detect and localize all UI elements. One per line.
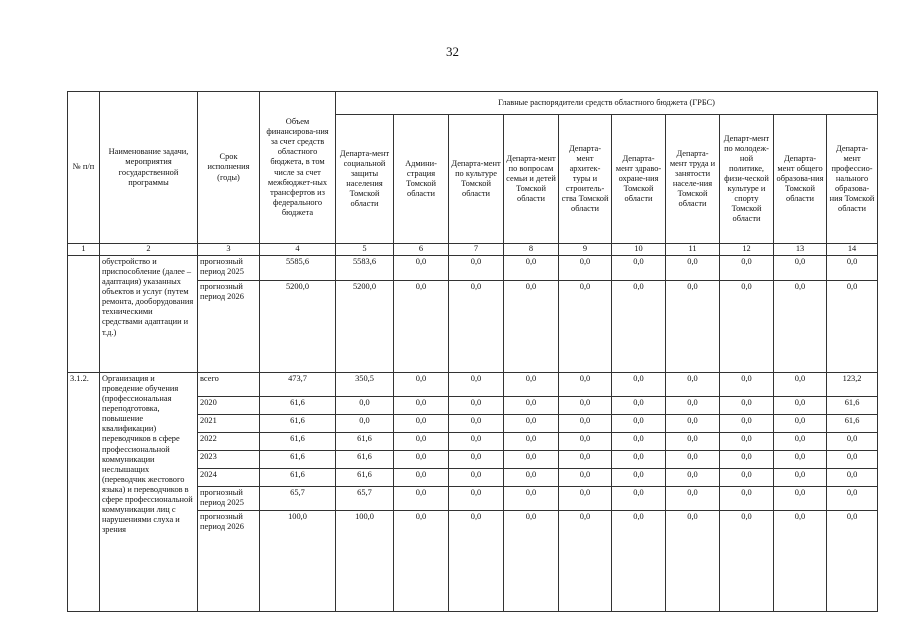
page-number: 32 [446,44,459,59]
period-cell: прогнозный период 2025 [198,256,260,281]
column-number: 9 [559,244,612,256]
value-cell: 0,0 [774,256,827,281]
header-term: Срок исполнения (годы) [198,92,260,244]
value-cell: 0,0 [774,469,827,487]
value-cell: 0,0 [504,281,559,373]
table-row [68,373,878,397]
value-cell: 61,6 [336,451,394,469]
value-cell: 0,0 [666,281,720,373]
value-cell: 473,7 [260,373,336,397]
value-cell: 0,0 [827,511,878,612]
period-cell: 2022 [198,433,260,451]
value-cell: 0,0 [612,451,666,469]
value-cell: 0,0 [666,397,720,415]
column-number: 3 [198,244,260,256]
value-cell: 0,0 [559,487,612,511]
value-cell: 0,0 [394,373,449,397]
department-header: Департа-мент по культуре Томской области [449,115,504,244]
value-cell: 0,0 [449,281,504,373]
value-cell: 5200,0 [336,281,394,373]
value-cell: 0,0 [720,469,774,487]
value-cell: 0,0 [559,256,612,281]
header-name: Наименование задачи, мероприятия государственной программы [100,92,198,244]
value-cell: 0,0 [774,415,827,433]
value-cell: 0,0 [774,397,827,415]
department-header: Департа-мент труда и занятости населе-ния Томской области [666,115,720,244]
value-cell: 350,5 [336,373,394,397]
department-header: Департа-мент архитек-туры и строитель-ства Томской области [559,115,612,244]
value-cell: 0,0 [394,415,449,433]
value-cell: 0,0 [720,487,774,511]
value-cell: 0,0 [612,256,666,281]
value-cell: 65,7 [336,487,394,511]
value-cell: 61,6 [336,433,394,451]
value-cell: 0,0 [720,433,774,451]
value-cell: 0,0 [449,469,504,487]
column-number: 2 [100,244,198,256]
value-cell: 0,0 [666,415,720,433]
value-cell: 0,0 [559,433,612,451]
value-cell: 61,6 [827,397,878,415]
value-cell: 0,0 [666,511,720,612]
column-number: 1 [68,244,100,256]
period-cell: 2020 [198,397,260,415]
budget-table [67,91,878,612]
value-cell: 61,6 [260,451,336,469]
value-cell: 0,0 [774,451,827,469]
column-number: 4 [260,244,336,256]
value-cell: 0,0 [666,373,720,397]
value-cell: 0,0 [559,281,612,373]
value-cell: 0,0 [449,373,504,397]
value-cell: 0,0 [720,281,774,373]
value-cell: 61,6 [260,415,336,433]
department-header: Департа-мент общего образова-ния Томской области [774,115,827,244]
value-cell: 0,0 [394,433,449,451]
value-cell: 0,0 [612,397,666,415]
value-cell: 0,0 [612,469,666,487]
value-cell: 5200,0 [260,281,336,373]
value-cell: 0,0 [504,373,559,397]
value-cell: 0,0 [720,397,774,415]
value-cell: 0,0 [774,487,827,511]
value-cell: 0,0 [504,451,559,469]
value-cell: 0,0 [666,451,720,469]
period-cell: прогнозный период 2025 [198,487,260,511]
period-cell: 2021 [198,415,260,433]
period-cell: прогнозный период 2026 [198,511,260,612]
value-cell: 0,0 [774,281,827,373]
period-cell: 2023 [198,451,260,469]
department-header: Админи-страция Томской области [394,115,449,244]
value-cell: 61,6 [260,469,336,487]
value-cell: 0,0 [827,451,878,469]
value-cell: 0,0 [336,415,394,433]
column-number-row [68,244,878,256]
value-cell: 0,0 [394,487,449,511]
value-cell: 0,0 [774,373,827,397]
value-cell: 5583,6 [336,256,394,281]
value-cell: 0,0 [720,451,774,469]
value-cell: 61,6 [260,397,336,415]
value-cell: 0,0 [666,469,720,487]
value-cell: 0,0 [559,469,612,487]
value-cell: 0,0 [449,256,504,281]
value-cell: 0,0 [612,487,666,511]
value-cell: 0,0 [666,487,720,511]
column-number: 13 [774,244,827,256]
value-cell: 0,0 [336,397,394,415]
value-cell: 0,0 [449,451,504,469]
value-cell: 5585,6 [260,256,336,281]
department-header: Департа-мент профессио-нального образова-ния Томской области [827,115,878,244]
period-cell: прогнозный период 2026 [198,281,260,373]
value-cell: 0,0 [612,415,666,433]
value-cell: 0,0 [394,397,449,415]
value-cell: 123,2 [827,373,878,397]
value-cell: 0,0 [559,397,612,415]
value-cell: 0,0 [720,511,774,612]
value-cell: 0,0 [827,469,878,487]
value-cell: 100,0 [260,511,336,612]
item-label: обустройство и приспособление (далее – адаптация) указанных объектов и услуг (путем ремонта, дооборудования техническими средствами адаптации и т.д.) [100,256,198,373]
value-cell: 0,0 [612,433,666,451]
department-header: Департ-мент по молодеж-ной политике, физи-ческой культуре и спорту Томской области [720,115,774,244]
header-grbs: Главные распорядители средств областного бюджета (ГРБС) [336,92,878,115]
value-cell: 100,0 [336,511,394,612]
item-index [68,256,100,373]
table-body [68,256,878,612]
value-cell: 0,0 [394,281,449,373]
header-no: № п/п [68,92,100,244]
value-cell: 0,0 [666,256,720,281]
value-cell: 0,0 [827,487,878,511]
value-cell: 0,0 [666,433,720,451]
column-number: 10 [612,244,666,256]
value-cell: 0,0 [559,451,612,469]
period-cell: 2024 [198,469,260,487]
column-number: 12 [720,244,774,256]
value-cell: 0,0 [449,487,504,511]
value-cell: 65,7 [260,487,336,511]
value-cell: 0,0 [774,433,827,451]
value-cell: 61,6 [336,469,394,487]
value-cell: 0,0 [774,511,827,612]
value-cell: 0,0 [504,415,559,433]
column-number: 7 [449,244,504,256]
value-cell: 0,0 [449,397,504,415]
value-cell: 0,0 [504,511,559,612]
value-cell: 0,0 [827,256,878,281]
value-cell: 0,0 [827,433,878,451]
column-number: 11 [666,244,720,256]
value-cell: 61,6 [827,415,878,433]
value-cell: 0,0 [612,373,666,397]
value-cell: 0,0 [827,281,878,373]
value-cell: 0,0 [394,511,449,612]
value-cell: 0,0 [504,256,559,281]
item-label: Организация и проведение обучения (профессиональная переподготовка, повышение квалификации) переводчиков в сфере профессиональной коммуникации неслышащих (переводчик жестового языка) и переводчиков в сфере профессиональной коммуникации лиц с нарушениями слуха и зрения [100,373,198,612]
period-cell: всего [198,373,260,397]
value-cell: 0,0 [394,256,449,281]
department-header: Департа-мент здраво-охране-ния Томской области [612,115,666,244]
department-header: Департа-мент социальной защиты населения Томской области [336,115,394,244]
column-number: 8 [504,244,559,256]
column-number: 14 [827,244,878,256]
department-header: Департа-мент по вопросам семьи и детей Томской области [504,115,559,244]
value-cell: 0,0 [449,511,504,612]
value-cell: 0,0 [394,451,449,469]
column-number: 5 [336,244,394,256]
value-cell: 0,0 [559,415,612,433]
value-cell: 0,0 [504,433,559,451]
value-cell: 0,0 [449,415,504,433]
value-cell: 0,0 [504,487,559,511]
value-cell: 61,6 [260,433,336,451]
column-number: 6 [394,244,449,256]
value-cell: 0,0 [559,373,612,397]
value-cell: 0,0 [720,415,774,433]
header-volume: Объем финансирова-ния за счет средств областного бюджета, в том числе за счет межбюджет-ных трансфертов из федерального бюджета [260,92,336,244]
value-cell: 0,0 [504,397,559,415]
value-cell: 0,0 [720,256,774,281]
table-row [68,256,878,281]
value-cell: 0,0 [612,511,666,612]
value-cell: 0,0 [559,511,612,612]
item-index: 3.1.2. [68,373,100,612]
value-cell: 0,0 [720,373,774,397]
value-cell: 0,0 [449,433,504,451]
value-cell: 0,0 [612,281,666,373]
value-cell: 0,0 [394,469,449,487]
value-cell: 0,0 [504,469,559,487]
